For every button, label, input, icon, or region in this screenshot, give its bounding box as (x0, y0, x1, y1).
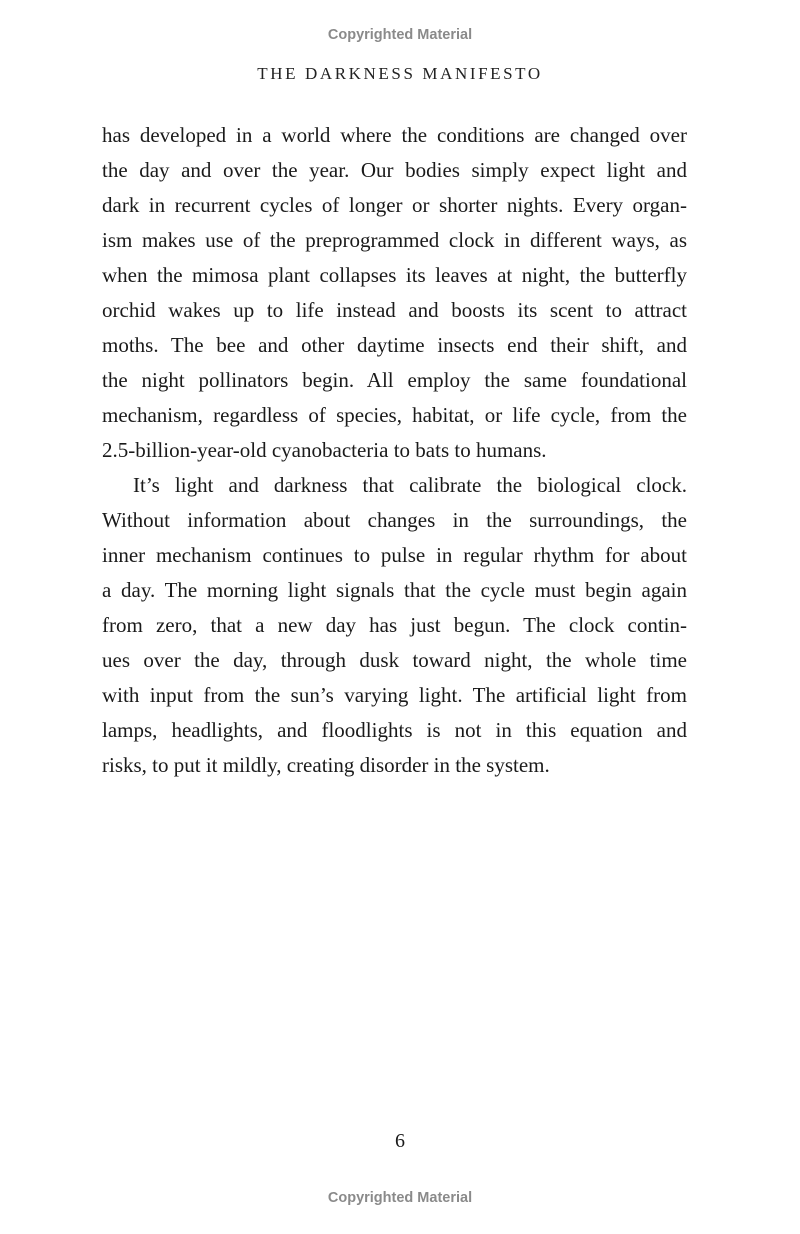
copyright-watermark-bottom: Copyrighted Material (327, 1190, 473, 1206)
text-line: inner mechanism continues to pulse in regular rhythm for about (102, 543, 687, 567)
text-line: ues over the day, through dusk toward night, the whole time (102, 648, 687, 672)
text-line: 2.5-billion-year-old cyanobacteria to bats to humans. (102, 438, 547, 462)
text-line: from zero, that a new day has just begun. The clock contin- (102, 613, 687, 637)
text-line: has developed in a world where the conditions are changed over (102, 123, 687, 147)
text-line: Without information about changes in the surroundings, the (102, 508, 687, 532)
running-head: THE DARKNESS MANIFESTO (257, 64, 543, 83)
copyright-watermark-top: Copyrighted Material (327, 27, 473, 43)
text-line: ism makes use of the preprogrammed clock in different ways, as (102, 228, 687, 252)
text-line: mechanism, regardless of species, habitat, or life cycle, from the (102, 403, 687, 427)
text-line: It’s light and darkness that calibrate the biological clock. (133, 473, 687, 497)
text-line: the day and over the year. Our bodies simply expect light and (102, 158, 687, 182)
text-line: lamps, headlights, and floodlights is not in this equation and (102, 718, 687, 742)
paragraph-2 (102, 468, 687, 783)
text-line: a day. The morning light signals that the cycle must begin again (102, 578, 687, 602)
text-line: risks, to put it mildly, creating disorder in the system. (102, 753, 550, 777)
text-line: orchid wakes up to life instead and boosts its scent to attract (102, 298, 687, 322)
paragraph-1 (102, 118, 687, 468)
text-line: moths. The bee and other daytime insects end their shift, and (102, 333, 687, 357)
text-line: the night pollinators begin. All employ the same foundational (102, 368, 687, 392)
page-number: 6 (395, 1130, 405, 1152)
body-text (102, 118, 687, 783)
text-line: when the mimosa plant collapses its leaves at night, the butterfly (102, 263, 687, 287)
text-line: dark in recurrent cycles of longer or shorter nights. Every organ- (102, 193, 687, 217)
text-line: with input from the sun’s varying light. The artificial light from (102, 683, 687, 707)
